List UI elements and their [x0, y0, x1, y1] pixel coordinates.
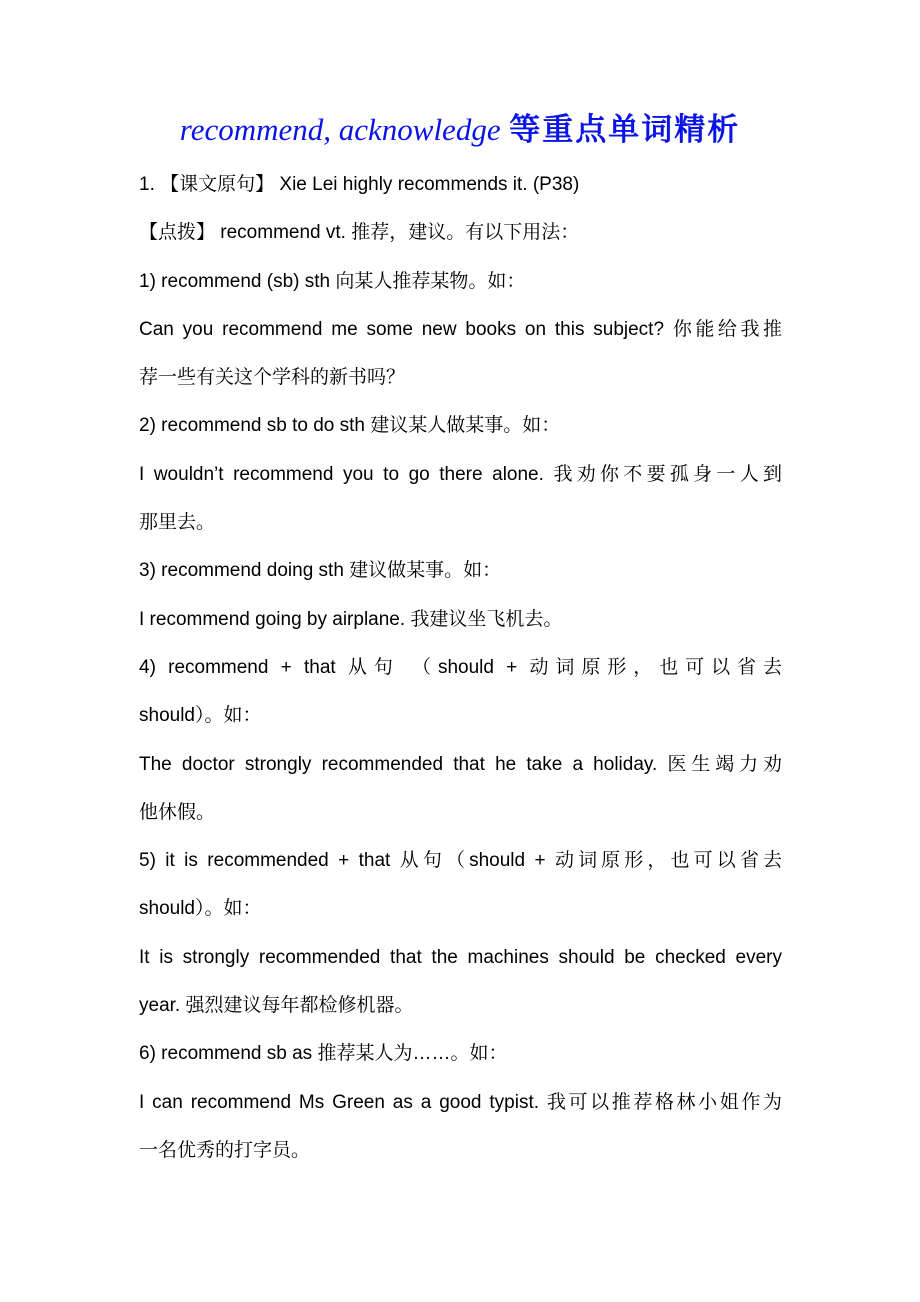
text-line: It is strongly recommended that the machines should be checked every [139, 946, 782, 968]
text-line: should）。如： [139, 898, 262, 920]
text-line: I recommend going by airplane. 我建议坐飞机去。 [139, 608, 563, 630]
text-line: The doctor strongly recommended that he take a holiday. 医生竭力劝 [139, 753, 782, 775]
text-line: 一名优秀的打字员。 [139, 1139, 311, 1161]
text-line: 4) recommend + that 从句 （should + 动词原形，也可以省去 [139, 656, 782, 678]
text-line: 他休假。 [139, 801, 216, 823]
text-line: I wouldn’t recommend you to go there alone. 我劝你不要孤身一人到 [139, 463, 782, 485]
text-line: 6) recommend sb as 推荐某人为……。如： [139, 1043, 508, 1065]
text-line: should）。如： [139, 705, 262, 727]
title-chinese: 等重点单词精析 [509, 112, 741, 147]
text-line: 2) recommend sb to do sth 建议某人做某事。如： [139, 415, 561, 437]
text-line: year. 强烈建议每年都检修机器。 [139, 995, 414, 1017]
text-line: Can you recommend me some new books on this subject? 你能给我推 [139, 318, 782, 340]
text-line: 【点拨】 recommend vt. 推荐，建议。有以下用法： [139, 222, 580, 244]
document-title [0, 108, 920, 152]
text-line: 那里去。 [139, 512, 216, 534]
text-line: 1) recommend (sb) sth 向某人推荐某物。如： [139, 270, 526, 292]
text-line: I can recommend Ms Green as a good typist. 我可以推荐格林小姐作为 [139, 1091, 782, 1113]
text-line: 1. 【课文原句】 Xie Lei highly recommends it. (P38) [139, 174, 580, 195]
document-body [139, 161, 782, 1175]
title-english: recommend, acknowledge [179, 112, 501, 147]
text-line: 荐一些有关这个学科的新书吗？ [139, 367, 406, 389]
text-line: 5) it is recommended + that 从句（should + 动词原形，也可以省去 [139, 850, 782, 872]
text-line: 3) recommend doing sth 建议做某事。如： [139, 560, 502, 582]
